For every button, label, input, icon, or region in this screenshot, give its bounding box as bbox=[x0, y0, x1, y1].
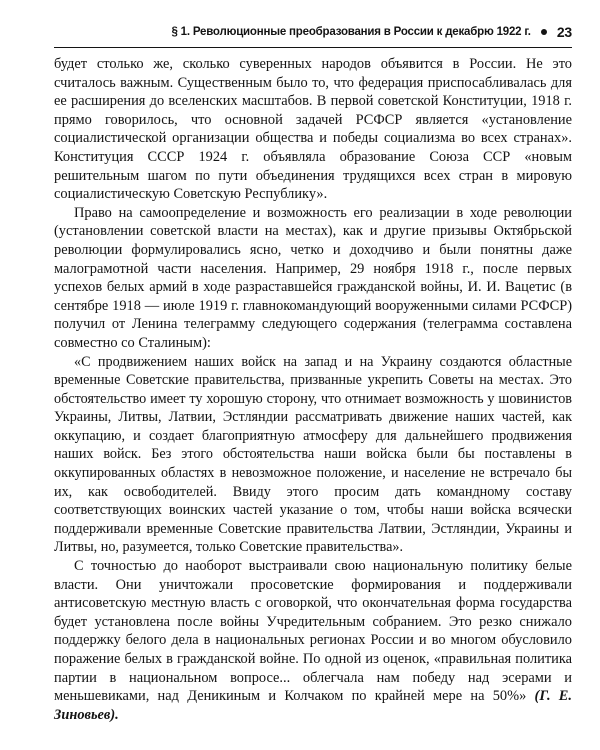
paragraph-white-policy bbox=[54, 557, 572, 724]
paragraph-continuation: будет столько же, сколько суверенных народов объявится в России. Не это считалось важным. Существенным было то, что федерация приспосабливалась для ее расширения до вселенских масштабов. В первой советской Конституции, 1918 г. прямо говорилось, что основной задачей РСФСР является «установление социалистической организации общества и победы социализма во всех странах». Конституция СССР 1924 г. объявляла образование Союза ССР «новым решительным шагом по пути объединения трудящихся всех стран в мировую социалистическую Советскую Республику». bbox=[54, 56, 572, 203]
book-page bbox=[54, 22, 572, 724]
body-text bbox=[54, 55, 572, 724]
running-head bbox=[54, 22, 572, 42]
paragraph-white-policy-text: С точностью до наоборот выстраивали свою национальную политику белые власти. Они уничтожали просоветские формирования и поддерживали антисоветскую местную власть с оговоркой, что окончательная форма государства будет установлена после войны Учредительным собранием. Это резко снижало поддержку белого дела в национальных регионах России и во многом обусловило поражение белых в гражданской войне. По одной из оценок, «правильная политика партии в национальном вопросе... облегчала нам победу над эсерами и меньшевиками, над Деникиным и Колчаком по крайней мере на 50%» bbox=[54, 558, 572, 705]
page-number: 23 bbox=[556, 24, 572, 40]
running-title: § 1. Революционные преобразования в России к декабрю 1922 г. bbox=[171, 26, 531, 38]
header-divider bbox=[54, 47, 572, 48]
quote-attribution: (Г. Е. Зиновьев). bbox=[54, 688, 572, 723]
bullet-icon bbox=[541, 29, 547, 35]
telegram-quote: «С продвижением наших войск на запад и на Украину создаются областные временные Советские правительства, призванные укрепить Советы на местах. Это обстоятельство имеет ту хорошую сторону, что отнимает возможность у шовинистов Украины, Литвы, Латвии, Эстляндии рассматривать движение наших частей, как оккупацию, и создает благоприятную атмосферу для дальнейшего продвижения наших войск. Без этого обстоятельства наши войска были бы поставлены в оккупированных областях в невозможное положение, и население не встречало бы их, как освободителей. Ввиду этого просим дать командному составу соответствующих воинских частей указание о том, чтобы наши войска всячески поддерживали временные Советские правительства Латвии, Эстляндии, Украины и Литвы, но, разумеется, только Советские правительства». bbox=[54, 353, 572, 556]
paragraph-self-determination: Право на самоопределение и возможность его реализации в ходе революции (установлении советской власти на местах), как и другие призывы Октябрьской революции формулировались ясно, четко и доходчиво и были понятны даже малограмотной части населения. Например, 29 ноября 1918 г., после первых успехов белых армий в ходе разраставшейся гражданской войны, И. И. Вацетис (в сентябре 1918 — июле 1919 г. главнокомандующий вооруженными силами РСФСР) получил от Ленина телеграмму следующего содержания (телеграмма составлена совместно со Сталиным): bbox=[54, 204, 572, 351]
